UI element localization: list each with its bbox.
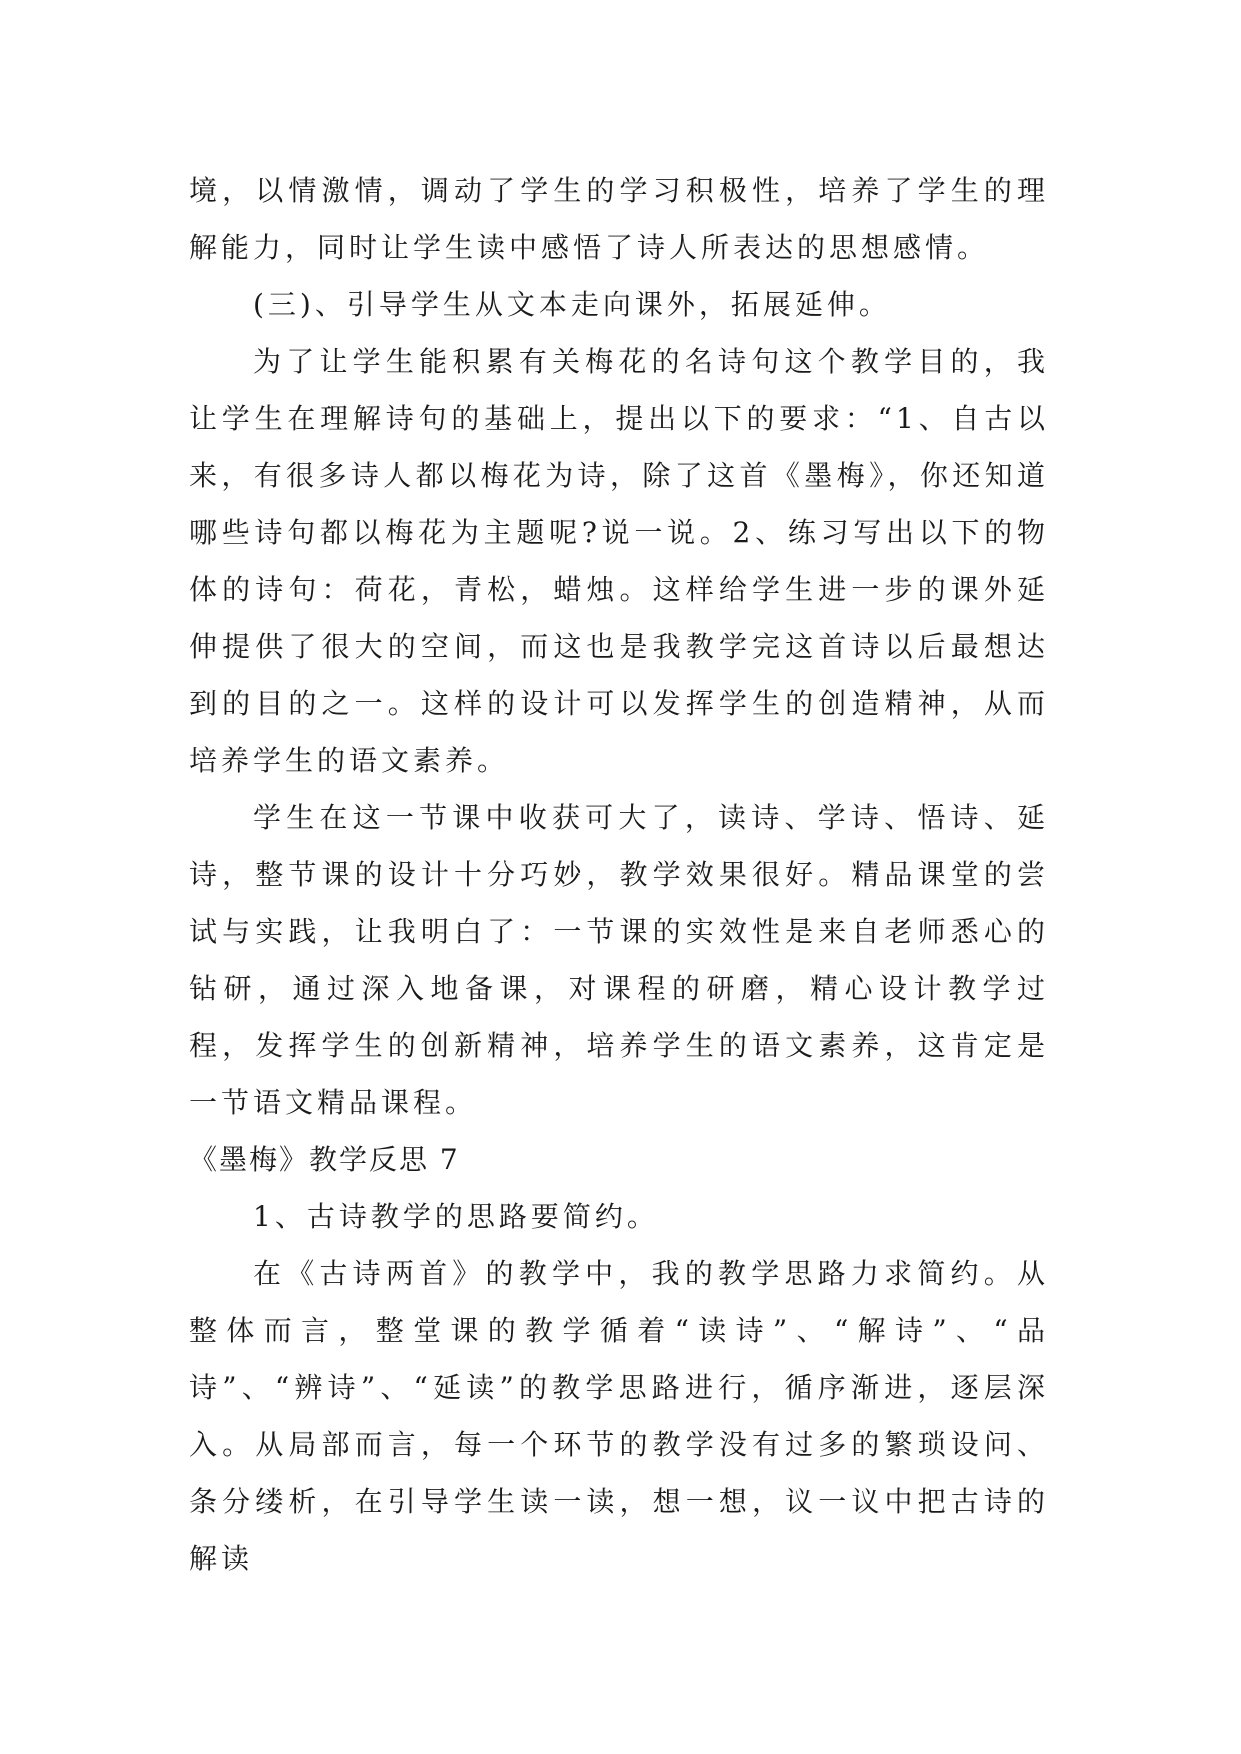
document-body — [189, 162, 1049, 1587]
paragraph-section-three: (三)、引导学生从文本走向课外，拓展延伸。 — [253, 288, 891, 321]
paragraph-teaching-approach: 在《古诗两首》的教学中，我的教学思路力求简约。从整体而言，整堂课的教学循着“读诗”、“解诗”、“品诗”、“辨诗”、“延读”的教学思路进行，循序渐进，逐层深入。从局部而言，每一个环节的教学没有过多的繁琐设问、条分缕析，在引导学生读一读，想一想，议一议中把古诗的解读 — [189, 1257, 1049, 1575]
paragraph-point-one: 1、古诗教学的思路要简约。 — [253, 1200, 659, 1233]
paragraph-plum-poems: 为了让学生能积累有关梅花的名诗句这个教学目的，我让学生在理解诗句的基础上，提出以下的要求：“1、自古以来，有很多诗人都以梅花为诗，除了这首《墨梅》，你还知道哪些诗句都以梅花为主题呢?说一说。2、练习写出以下的物体的诗句：荷花，青松，蜡烛。这样给学生进一步的课外延伸提供了很大的空间，而这也是我教学完这首诗以后最想达到的目的之一。这样的设计可以发挥学生的创造精神，从而培养学生的语文素养。 — [189, 345, 1049, 777]
paragraph-lesson-summary: 学生在这一节课中收获可大了，读诗、学诗、悟诗、延诗，整节课的设计十分巧妙，教学效果很好。精品课堂的尝试与实践，让我明白了：一节课的实效性是来自老师悉心的钻研，通过深入地备课，对课程的研磨，精心设计教学过程，发挥学生的创新精神，培养学生的语文素养，这肯定是一节语文精品课程。 — [189, 801, 1049, 1119]
paragraph-continuation: 境，以情激情，调动了学生的学习积极性，培养了学生的理解能力，同时让学生读中感悟了诗人所表达的思想感情。 — [189, 174, 1049, 264]
section-heading: 《墨梅》教学反思 7 — [189, 1143, 460, 1176]
